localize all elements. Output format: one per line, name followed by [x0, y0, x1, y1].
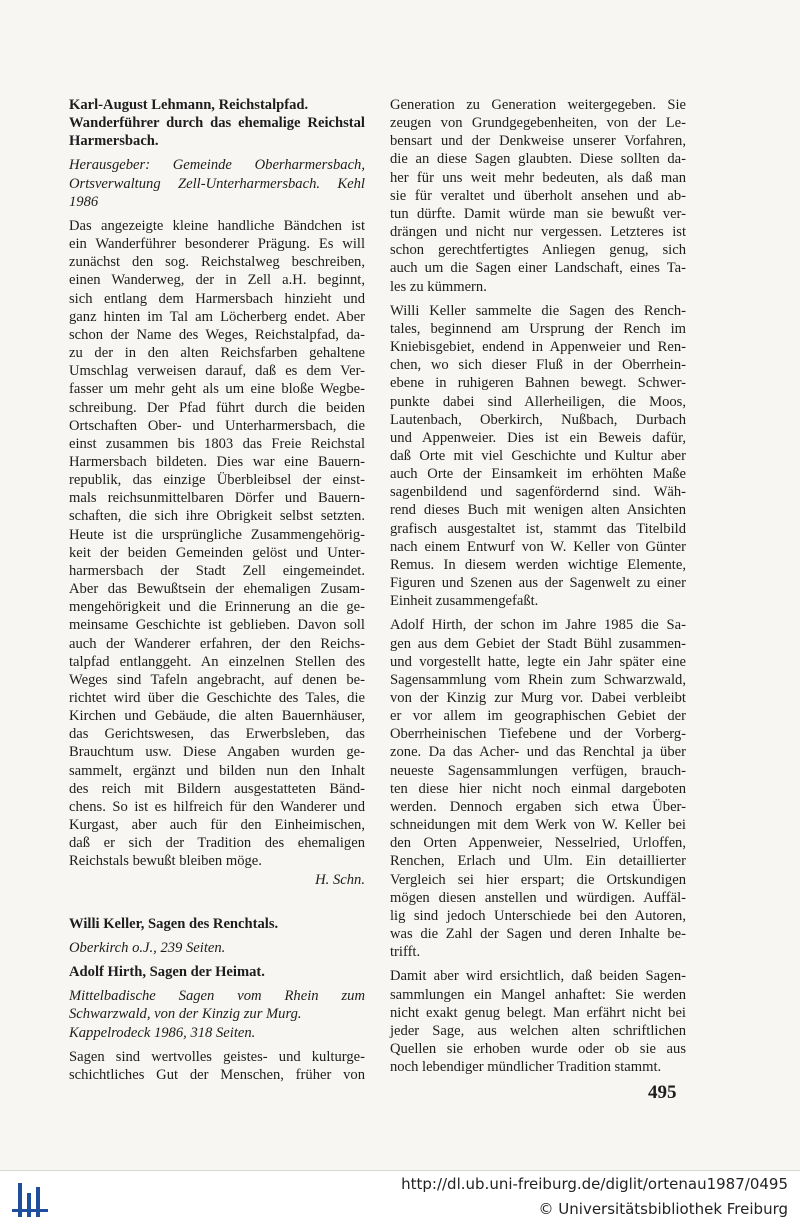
right-column — [390, 96, 686, 1076]
body-line: Renchen, Erlach und Ulm. Ein detaillierter — [390, 853, 686, 870]
body-line: sammlungen ein Mangel anhaftet: Sie werden — [390, 986, 686, 1003]
body-line: einst zusammen bis 1803 das Freie Reichstal — [69, 435, 365, 452]
body-line: Sagen sind wertvolles geistes- und kulturge- — [69, 1048, 365, 1065]
body-line: keit der beiden Gemeinden gelöst und Unter- — [69, 544, 365, 561]
body-line: mögen diesen anstellen und würdigen. Auffäl- — [390, 889, 686, 906]
body-line: schneidungen mit dem Werk von W. Keller bei — [390, 817, 686, 834]
body-line: schon der Name des Weges, Reichstalpfad, da- — [69, 326, 365, 343]
body-line: Quellen sie erhoben wurde oder ob sie aus — [390, 1040, 686, 1057]
body-line: lig sind jedoch Unterschiede bei den Autoren, — [390, 907, 686, 924]
source-url-link[interactable]: http://dl.ub.uni-freiburg.de/diglit/ortenau1987/0495 — [401, 1175, 788, 1193]
body-line: zone. Da das Acher- und das Renchtal ja über — [390, 744, 686, 761]
body-line: republik, das einzige Überbleibsel der einst- — [69, 472, 365, 489]
body-line: chen, wo sich dieser Fluß in der Oberrhein- — [390, 357, 686, 374]
body-line: nach einem Entwurf von W. Keller von Günter — [390, 538, 686, 555]
body-line: des reich mit Bildern ausgestatteten Bänd- — [69, 780, 365, 797]
review-heading: Adolf Hirth, Sagen der Heimat. — [69, 964, 265, 981]
body-line: Brauchtum usw. Diese Angaben wurden ge- — [69, 744, 365, 761]
body-line: Damit aber wird ersichtlich, daß beiden Sagen- — [390, 968, 686, 985]
body-line: mengehörigkeit und die Erinnerung an die ge- — [69, 599, 365, 616]
copyright-text: © Universitätsbibliothek Freiburg — [538, 1200, 788, 1218]
publisher-line: Mittelbadische Sagen vom Rhein zum — [69, 988, 365, 1005]
body-line: les zu kümmern. — [390, 278, 487, 295]
body-line: Willi Keller sammelte die Sagen des Rench- — [390, 302, 686, 319]
body-line: Sagensammlung vom Rhein zum Schwarzwald, — [390, 671, 686, 688]
body-line: Remus. In diesem werden wichtige Elemente, — [390, 556, 686, 573]
body-line: zu der in den alten Reichsfarben gehaltene — [69, 345, 365, 362]
body-line: Figuren und Szenen aus der Sagenwelt zu einer — [390, 575, 686, 592]
body-line: nicht exakt genug belegt. Man erfährt nicht bei — [390, 1004, 686, 1021]
body-line: zunächst den sog. Reichstalweg beschreiben, — [69, 254, 365, 271]
paragraph — [390, 96, 686, 296]
body-line: tales, beginnend am Ursprung der Rench im — [390, 320, 686, 337]
body-line: richtet wird über die Geschichte des Tales, die — [69, 690, 365, 706]
body-line: schaften, die sich ihre Obrigkeit selbst setzten. — [69, 508, 365, 525]
review-subtitle-line: Wanderführer durch das ehemalige Reichstal — [69, 115, 365, 132]
footer-bar — [0, 1170, 800, 1225]
body-line: her für uns weit mehr bedeuten, als daß man — [390, 169, 686, 186]
body-line: werden. Dennoch ergaben sich etwa Über- — [390, 798, 686, 815]
body-line: Harmersbach bildeten. Dies war eine Bauern- — [69, 453, 365, 470]
body-line: Einheit zusammengefaßt. — [390, 593, 539, 610]
body-line: sie für veraltet und überholt ansehen und ab- — [390, 187, 686, 204]
body-line: von der Kinzig zur Murg vor. Dabei verbleibt — [390, 690, 686, 706]
body-line: noch lebendiger mündlicher Tradition stammt. — [390, 1059, 662, 1076]
review-heading: Willi Keller, Sagen des Renchtals. — [69, 915, 279, 932]
publisher-line: Kappelrodeck 1986, 318 Seiten. — [69, 1024, 256, 1041]
body-line: Heute ist die ursprüngliche Zusammengehörig- — [69, 526, 365, 543]
body-line: sammelt, ergänzt und bilden nun den Inhalt — [69, 762, 365, 779]
paragraph — [390, 616, 686, 961]
body-line: sich entlang dem Harmersbach hinzieht und — [69, 290, 365, 307]
paragraph — [390, 302, 686, 611]
body-line: und vorgestellt hatte, legte ein Jahr später eine — [390, 653, 686, 670]
body-line: den Orten Appenweier, Nesselried, Urloffen, — [390, 835, 686, 852]
body-line: harmersbach der Stadt Zell eingemeindet. — [69, 562, 365, 579]
body-line: schon gerechtfertigtes Anliegen genug, sich — [390, 242, 686, 259]
body-line: zeugen von Grundgegebenheiten, von der Le- — [390, 115, 686, 132]
body-line: Ortschaften Ober- und Unterharmersbach, die — [69, 417, 365, 434]
body-line: ein Wanderführer besonderer Prägung. Es will — [69, 236, 365, 253]
page-number: 495 — [648, 1082, 677, 1103]
body-line: Reichstals bewußt bleiben möge. — [69, 853, 262, 870]
body-line: Umschlag verweisen darauf, daß es dem Ver- — [69, 363, 365, 380]
body-line: Weges sind Tafeln angebracht, auf denen be- — [69, 671, 365, 688]
body-line: punkte dabei sind Allerheiligen, die Moos, — [390, 393, 686, 410]
publisher-line: Ortsverwaltung Zell-Unterharmersbach. Kehl — [69, 175, 365, 192]
ub-freiburg-logo-icon — [10, 1179, 50, 1221]
body-line: das Gerichtswesen, das Erwerbsleben, das — [69, 726, 365, 743]
publisher-line: Oberkirch o.J., 239 Seiten. — [69, 939, 226, 956]
body-line: Aber das Bewußtsein der ehemaligen Zusam- — [69, 581, 365, 598]
publisher-line: Herausgeber: Gemeinde Oberharmersbach, — [69, 157, 365, 174]
body-line: jeder Sage, aus welchen alten schriftlichen — [390, 1022, 686, 1039]
body-line: neueste Sagensammlungen verfügen, brauch- — [390, 762, 686, 779]
review-signature: H. Schn. — [315, 871, 365, 888]
body-line: auch der Wanderer erfahren, der den Reichs- — [69, 635, 365, 652]
body-line: Lautenbach, Oberkirch, Nußbach, Durbach — [390, 411, 686, 428]
body-line: auch um die Sagen einer Landschaft, eines Ta- — [390, 260, 686, 277]
body-line: Kirchen und Gebäude, die alten Bauernhäuser, — [69, 708, 365, 725]
body-line: meinsame Geschichte ist geblieben. Davon soll — [69, 617, 365, 634]
body-line: Vergleich sei hier erspart; die Ortskundigen — [390, 871, 686, 888]
publisher-line: 1986 — [69, 193, 99, 210]
body-line: ebene in ruhigeren Bahnen bewegt. Schwer- — [390, 375, 686, 392]
body-line: rend dieses Buch mit wenigen alten Ansichten — [390, 502, 686, 519]
body-line: tun dürfte. Damit würde man sie bewußt ver- — [390, 205, 686, 222]
publisher-line: Schwarzwald, von der Kinzig zur Murg. — [69, 1006, 302, 1023]
body-line: Generation zu Generation weitergegeben. Sie — [390, 97, 686, 113]
body-line: drängen und nicht nur vergessen. Letzteres ist — [390, 224, 686, 241]
body-line: die an diese Sagen glaubten. Diese sollten da- — [390, 151, 686, 168]
body-line: Adolf Hirth, der schon im Jahre 1985 die Sa- — [390, 617, 686, 634]
body-line: mals reichsunmittelbaren Dörfer und Bauern- — [69, 490, 365, 507]
body-line: auch Orte der Einsamkeit im erhöhten Maße — [390, 466, 686, 483]
body-line: daß er sich der Tradition des ehemaligen — [69, 835, 365, 852]
body-line: ganz hinten im Tal am Löcherberg endet. Aber — [69, 308, 365, 325]
body-line: chens. So ist es hilfreich für den Wanderer und — [69, 798, 365, 815]
body-line: Das angezeigte kleine handliche Bändchen ist — [69, 217, 365, 234]
paragraph — [390, 967, 686, 1076]
body-line: trifft. — [390, 944, 421, 961]
review-body — [69, 217, 365, 871]
body-line: was die Zahl der Sagen und deren Inhalte be- — [390, 926, 686, 943]
body-line: fasser um mehr geht als um eine bloße Wegbe- — [69, 381, 365, 398]
body-line: sagenbildend und sagenfördernd sind. Wäh- — [390, 484, 686, 501]
body-line: Kurgast, aber auch für den Einheimischen, — [69, 817, 365, 834]
body-line: schichtliches Gut der Menschen, früher von — [69, 1066, 365, 1083]
body-line: schreibung. Der Pfad führt durch die beiden — [69, 399, 365, 416]
body-line: gen aus dem Gebiet der Stadt Bühl zusammen- — [390, 635, 686, 652]
body-line: Kniebisgebiet, endend in Appenweier und Ren- — [390, 339, 686, 356]
body-line: einen Wanderweg, der in Zell a.H. beginnt, — [69, 272, 365, 289]
body-line: er vor allem im geographischen Gebiet der — [390, 708, 686, 725]
left-column — [69, 96, 365, 1084]
body-line: Oberrheinischen Tiefebene und der Vorberg- — [390, 726, 686, 743]
body-line: daß Orte mit viel Geschichte und Kultur aber — [390, 447, 686, 464]
review-heading: Karl-August Lehmann, Reichstalpfad. — [69, 97, 309, 113]
review-subtitle-line: Harmersbach. — [69, 133, 159, 150]
body-line: und Appenweier. Dies ist ein Beweis dafür, — [390, 429, 686, 446]
body-line: grafisch ausgestaltet ist, stammt das Titelbild — [390, 520, 686, 537]
body-line: bensart und der Denkweise unserer Vorfahren, — [390, 133, 686, 150]
body-line: ten diese hier nicht noch einmal dargeboten — [390, 780, 686, 797]
body-line: talpfad entlanggeht. An einzelnen Stellen des — [69, 653, 365, 670]
